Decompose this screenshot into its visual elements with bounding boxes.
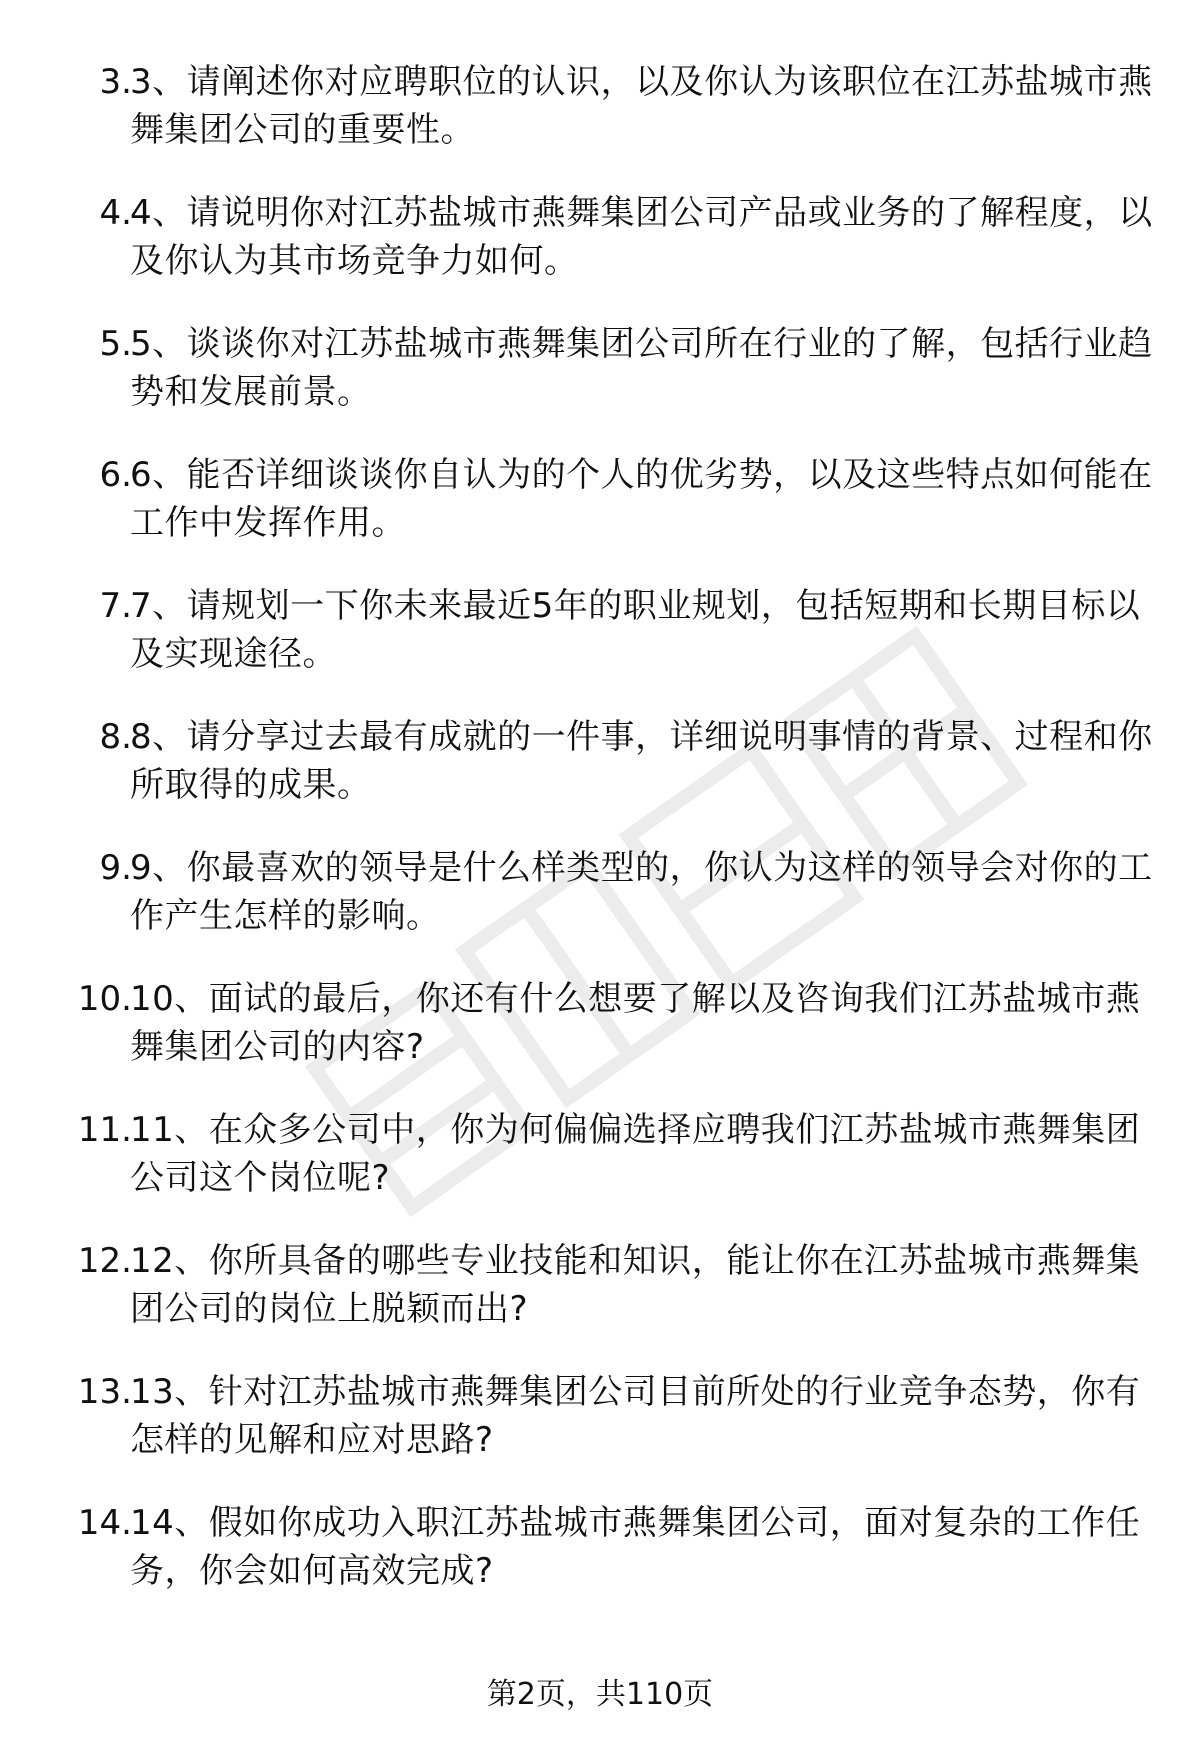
list-item: [0, 320, 1200, 451]
item-text: 9、你最喜欢的领导是什么样类型的，你认为这样的领导会对你的工作产生怎样的影响。: [130, 848, 1153, 936]
item-text: 12、你所具备的哪些专业技能和知识，能让你在江苏盐城市燕舞集团公司的岗位上脱颖而出?: [130, 1241, 1141, 1329]
item-text: 13、针对江苏盐城市燕舞集团公司目前所处的行业竞争态势，你有怎样的见解和应对思路?: [130, 1372, 1141, 1460]
item-number: 14.: [77, 1503, 132, 1543]
list-item: [0, 1237, 1200, 1368]
item-text: 8、请分享过去最有成就的一件事，详细说明事情的背景、过程和你所取得的成果。: [130, 717, 1153, 805]
item-number: 8.: [99, 717, 132, 757]
list-item: [0, 1368, 1200, 1499]
item-number: 3.: [99, 62, 132, 102]
page-number-footer: 第2页，共110页: [486, 1677, 714, 1712]
item-number: 13.: [77, 1372, 132, 1412]
item-text: 4、请说明你对江苏盐城市燕舞集团公司产品或业务的了解程度，以及你认为其市场竞争力如何。: [130, 193, 1153, 281]
list-item: [0, 1499, 1200, 1630]
item-text: 6、能否详细谈谈你自认为的个人的优劣势，以及这些特点如何能在工作中发挥作用。: [130, 455, 1153, 543]
list-item: [0, 975, 1200, 1106]
item-text: 7、请规划一下你未来最近5年的职业规划，包括短期和长期目标以及实现途径。: [130, 586, 1141, 674]
item-number: 6.: [99, 455, 132, 495]
item-number: 11.: [77, 1110, 132, 1150]
item-number: 9.: [99, 848, 132, 888]
item-number: 10.: [77, 979, 132, 1019]
list-item: [0, 713, 1200, 844]
item-number: 5.: [99, 324, 132, 364]
item-text: 11、在众多公司中，你为何偏偏选择应聘我们江苏盐城市燕舞集团公司这个岗位呢?: [130, 1110, 1141, 1198]
item-text: 10、面试的最后，你还有什么想要了解以及咨询我们江苏盐城市燕舞集团公司的内容?: [130, 979, 1141, 1067]
question-list: [0, 58, 1200, 1630]
list-item: [0, 58, 1200, 189]
list-item: [0, 844, 1200, 975]
item-text: 14、假如你成功入职江苏盐城市燕舞集团公司，面对复杂的工作任务，你会如何高效完成?: [130, 1503, 1141, 1591]
list-item: [0, 189, 1200, 320]
item-number: 4.: [99, 193, 132, 233]
item-number: 7.: [99, 586, 132, 626]
item-text: 5、谈谈你对江苏盐城市燕舞集团公司所在行业的了解，包括行业趋势和发展前景。: [130, 324, 1153, 412]
item-text: 3、请阐述你对应聘职位的认识，以及你认为该职位在江苏盐城市燕舞集团公司的重要性。: [130, 62, 1153, 150]
list-item: [0, 1106, 1200, 1237]
item-number: 12.: [77, 1241, 132, 1281]
list-item: [0, 582, 1200, 713]
list-item: [0, 451, 1200, 582]
